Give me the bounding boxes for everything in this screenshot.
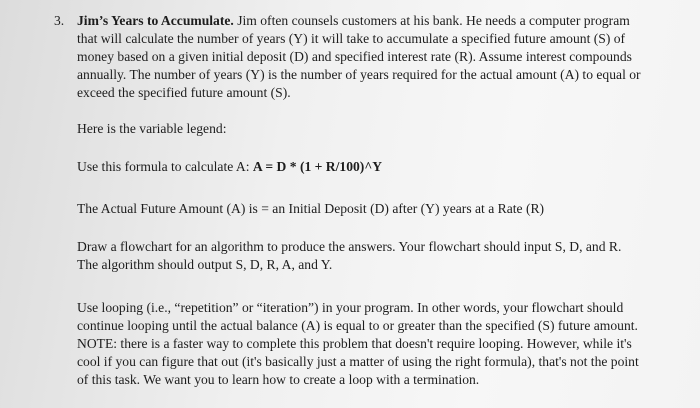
legend-heading: Here is the variable legend: xyxy=(77,121,227,136)
intro-line-4: annually. The number of years (Y) is the number of years required for the actual amount (A) to equal or xyxy=(77,67,641,82)
flowchart-line-2: The algorithm should output S, D, R, A, and Y. xyxy=(77,257,333,272)
actual-amount-line: The Actual Future Amount (A) is = an Initial Deposit (D) after (Y) years at a Rate (R) xyxy=(77,201,545,216)
looping-instructions xyxy=(77,299,697,389)
intro-line-3: money based on a given initial deposit (D) and specified interest rate (R). Assume interest compounds xyxy=(77,49,632,64)
formula-line xyxy=(77,158,697,176)
intro-line-5: exceed the specified future amount (S). xyxy=(77,85,291,100)
intro-line-1 xyxy=(77,12,697,30)
flowchart-instructions xyxy=(77,238,697,274)
actual-amount-block xyxy=(77,200,697,218)
question-number: 3. xyxy=(54,13,65,28)
intro-line-2: that will calculate the number of years (Y) it will take to accumulate a specified future amount (S) of xyxy=(77,31,626,46)
looping-line-4: cool if you can figure that out (it's basically just a matter of using the right formula), that's not the point xyxy=(77,354,639,369)
looping-line-1: Use looping (i.e., “repetition” or “iteration”) in your program. In other words, your flowchart should xyxy=(77,300,624,315)
looping-line-3: NOTE: there is a faster way to complete this problem that doesn't require looping. However, while it's xyxy=(77,336,632,351)
legend-heading-block xyxy=(77,120,697,138)
question-title: Jim’s Years to Accumulate. xyxy=(77,13,234,28)
looping-line-2: continue looping until the actual balance (A) is equal to or greater than the specified (S) future amount. xyxy=(77,318,638,333)
formula-expression: A = D * (1 + R/100)^Y xyxy=(252,159,383,174)
intro-line-1-text: Jim often counsels customers at his bank. He needs a computer program xyxy=(233,13,630,28)
formula-block xyxy=(77,158,697,176)
flowchart-line-1: Draw a flowchart for an algorithm to produce the answers. Your flowchart should input S, D, and R. xyxy=(77,239,622,254)
formula-prefix: Use this formula to calculate A: xyxy=(77,159,253,174)
question-intro xyxy=(77,12,697,102)
looping-line-5: of this task. We want you to learn how to create a loop with a termination. xyxy=(77,372,480,387)
